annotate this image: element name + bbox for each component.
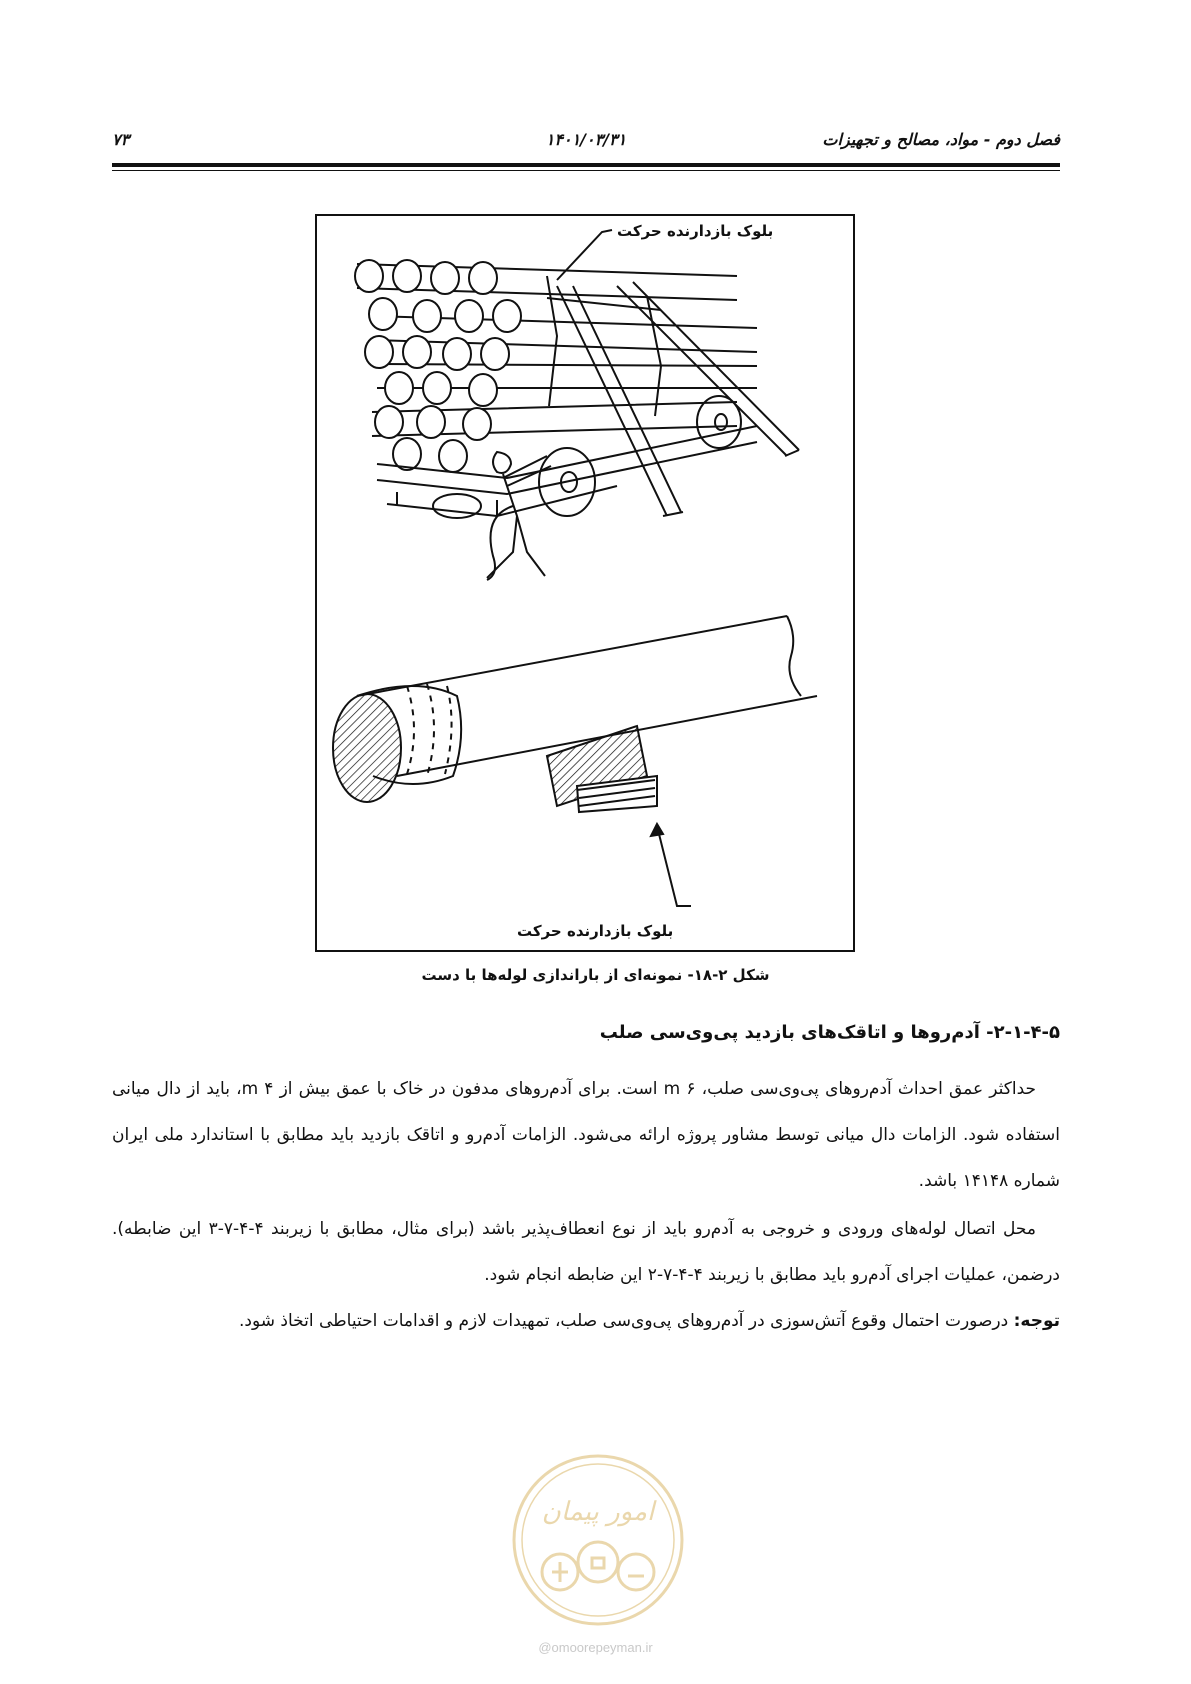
figure-pipe-unloading [315, 214, 855, 952]
header-rule-thick [112, 163, 1060, 167]
figure-label-bottom: بلوک بازدارنده حرکت [517, 922, 674, 940]
figure-label-top: بلوک بازدارنده حرکت [617, 222, 774, 240]
paragraph-1: حداکثر عمق احداث آدم‌روهای پی‌وی‌سی صلب، ۶ m است. برای آدم‌روهای مدفون در خاک با عمق بیش از ۴ m، باید از دال میانی استفاده شود. الزامات دال میانی توسط مشاور پروژه ارائه می‌شود. الزامات آدم‌رو و اتاقک بازدید باید مطابق با استاندارد ملی ایران شماره ۱۴۱۴۸ باشد. [112, 1079, 1060, 1191]
header-date: ۱۴۰۱/۰۳/۳۱ [545, 130, 627, 149]
paragraph-2: محل اتصال لوله‌های ورودی و خروجی به آدم‌رو باید از نوع انعطاف‌پذیر باشد (برای مثال، مطابق با زیربند ۴-۴-۷-۳ این ضابطه). درضمن، عملیات اجرای آدم‌رو باید مطابق با زیربند ۴-۴-۷-۲ این ضابطه انجام شود. [112, 1219, 1060, 1285]
watermark-url: @omoorepeyman.ir [538, 1640, 653, 1655]
pipe-unloading-illustration [317, 216, 853, 950]
watermark-logo-text: امور پیمان [541, 1497, 655, 1527]
watermark-logo [508, 1450, 688, 1630]
note-text: درصورت احتمال وقوع آتش‌سوزی در آدم‌روهای پی‌وی‌سی صلب، تمهیدات لازم و اقدامات احتیاطی اتخاذ شود. [238, 1311, 1014, 1331]
figure-caption: شکل ۲-۱۸- نمونه‌ای از باراندازی لوله‌ها با دست [421, 966, 770, 984]
note-label: توجه: [1013, 1311, 1060, 1331]
note-paragraph [112, 1298, 1060, 1344]
section-heading: ۲-۱-۴-۵- آدم‌روها و اتاقک‌های بازدید پی‌وی‌سی صلب [599, 1022, 1060, 1043]
header-rule-thin [112, 170, 1060, 171]
chapter-title: فصل دوم - مواد، مصالح و تجهیزات [822, 130, 1060, 149]
page-header [112, 130, 1060, 162]
page-number: ۷۳ [112, 130, 130, 149]
